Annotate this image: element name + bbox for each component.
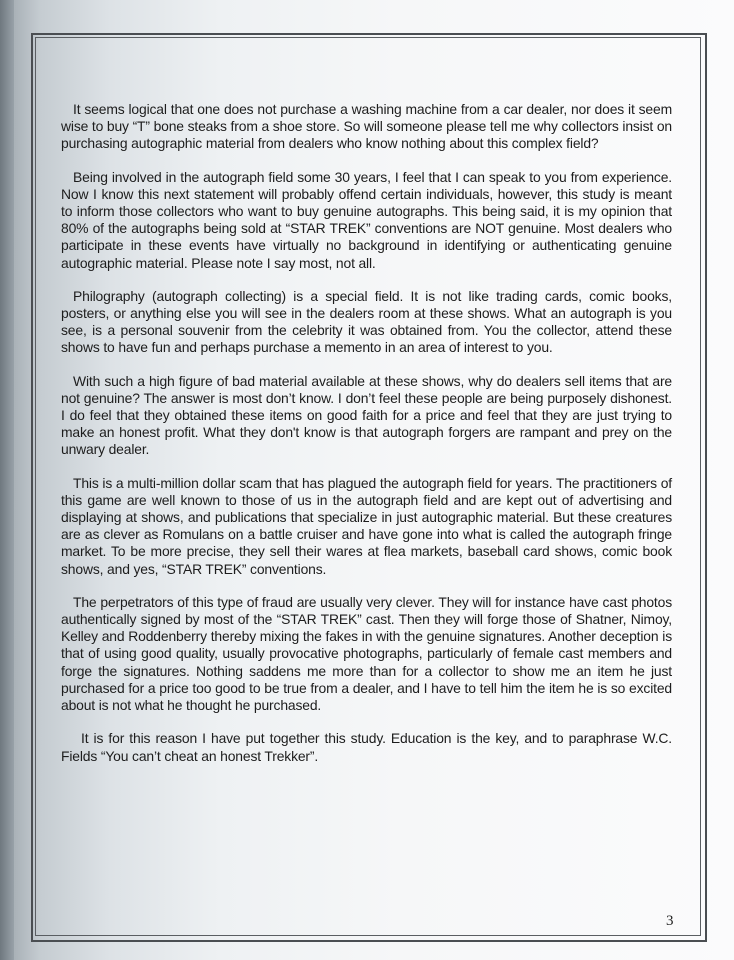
paragraph-perpetrators: The perpetrators of this type of fraud are usually very clever. They will for instance have cast photos authentically signed by most of the “STAR TREK” cast. Then they will forge those of Shatner, Nimoy, Kelley and Roddenberry thereby mixing the fakes in with the genuine signatures. Another deception is that of using good quality, usually provocative photographs, particularly of female cast members and forge the signatures. Nothing saddens me more than for a collector to show me an item he just purchased for a price too good to be true from a dealer, and I have to tell him the item he is so excited about is not what he thought he purchased. (61, 593, 672, 714)
body-text (61, 101, 672, 781)
paragraph-scam: This is a multi-million dollar scam that has plagued the autograph field for years. The practitioners of this game are well known to those of us in the autograph field and are kept out of advertising and displaying at shows, and publications that specialize in just autographic material. But these creatures are as clever as Romulans on a battle cruiser and have gone into what is called the autograph fringe market. To be more precise, they sell their wares at flea markets, baseball card shows, comic book shows, and yes, “STAR TREK” conventions. (61, 474, 672, 577)
paragraph-experience: Being involved in the autograph field some 30 years, I feel that I can speak to you from experience. Now I know this next statement will probably offend certain individuals, however, this study is meant to inform those collectors who want to buy genuine autographs. This being said, it is my opinion that 80% of the autographs being sold at “STAR TREK” conventions are NOT genuine. Most dealers who participate in these events have virtually no background in identifying or authenticating genuine autographic material. Please note I say most, not all. (61, 168, 672, 271)
paragraph-dealers: With such a high figure of bad material available at these shows, why do dealers sell items that are not genuine? The answer is most don’t know. I don’t feel these people are being purposely dishonest. I do feel that they obtained these items on good faith for a price and feel that they are just trying to make an honest profit. What they don't know is that autograph forgers are rampant and prey on the unwary dealer. (61, 372, 672, 458)
paragraph-conclusion: It is for this reason I have put together this study. Education is the key, and to paraphrase W.C. Fields “You can’t cheat an honest Trekker”. (61, 730, 672, 764)
book-spine-shadow (0, 0, 14, 960)
page-number: 3 (666, 913, 674, 929)
paragraph-intro: It seems logical that one does not purchase a washing machine from a car dealer, nor does it seem wise to buy “T” bone steaks from a shoe store. So will someone please tell me why collectors insist on purchasing autographic material from dealers who know nothing about this complex field? (61, 101, 672, 152)
paragraph-philography: Philography (autograph collecting) is a special field. It is not like trading cards, comic books, posters, or anything else you will see in the dealers room at these shows. What an autograph is you see, is a personal souvenir from the celebrity it was obtained from. You the collector, attend these shows to have fun and perhaps purchase a memento in an area of interest to you. (61, 287, 672, 356)
